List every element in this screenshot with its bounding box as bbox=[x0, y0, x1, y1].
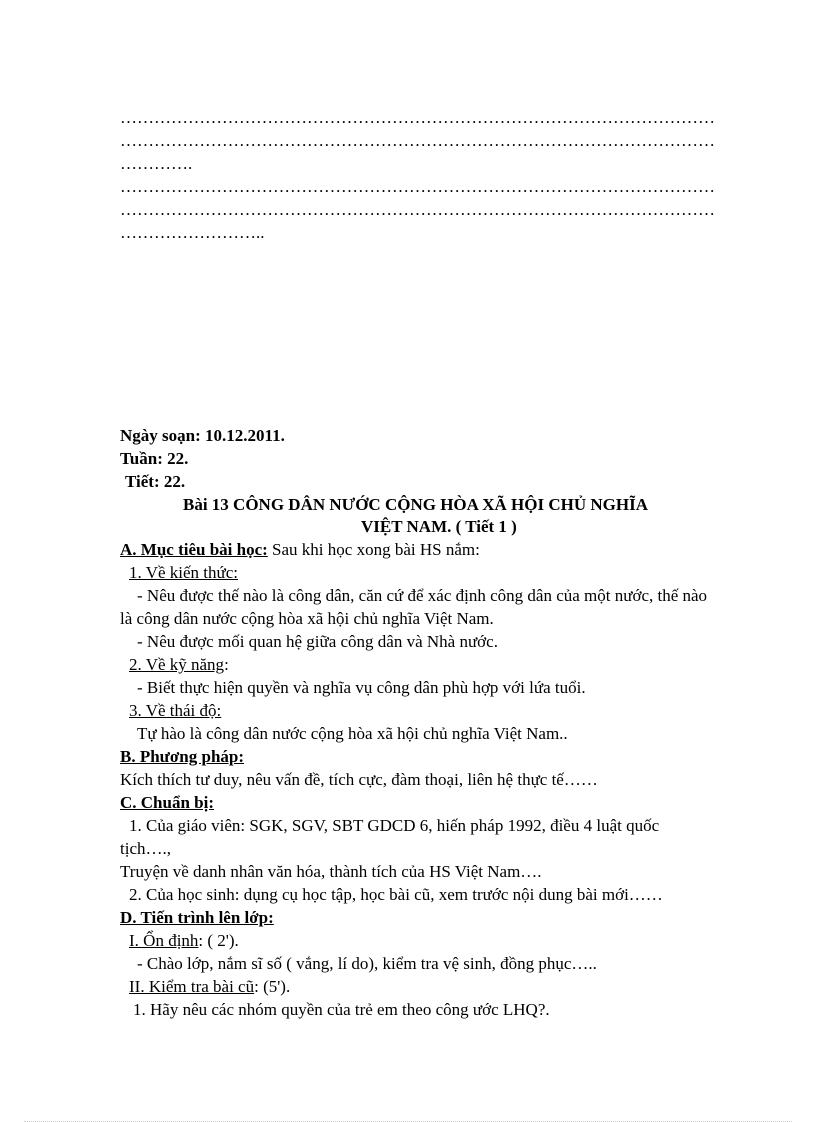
section-a-heading: A. Mục tiêu bài học: bbox=[120, 540, 268, 559]
dotted-line-3: …………. bbox=[120, 154, 193, 173]
page-bottom-rule bbox=[24, 1121, 792, 1122]
section-c-paragraph-1b: tịch…., bbox=[120, 839, 171, 858]
section-d-ii-paragraph: 1. Hãy nêu các nhóm quyền của trẻ em theo công ước LHQ?. bbox=[133, 1000, 550, 1019]
section-c-paragraph-2: 2. Của học sinh: dụng cụ học tập, học bài cũ, xem trước nội dung bài mới…… bbox=[129, 885, 663, 904]
lesson-title-line1: Bài 13 CÔNG DÂN NƯỚC CỘNG HÒA XÃ HỘI CHỦ NGHĨA bbox=[183, 495, 648, 514]
section-d-i-time: : ( 2'). bbox=[198, 931, 239, 950]
section-d-ii-heading: II. Kiểm tra bài cũ bbox=[129, 977, 255, 996]
sub3-heading: 3. Về thái độ: bbox=[129, 701, 222, 720]
section-d-i-paragraph: - Chào lớp, nắm sĩ số ( vắng, lí do), kiểm tra vệ sinh, đồng phục….. bbox=[137, 954, 597, 973]
sub2-colon: : bbox=[224, 655, 229, 674]
sub1-paragraph-1a: - Nêu được thế nào là công dân, căn cứ để xác định công dân của một nước, thế nào bbox=[137, 586, 708, 605]
sub1-paragraph-1b: là công dân nước cộng hòa xã hội chủ nghĩa Việt Nam. bbox=[120, 609, 494, 628]
dotted-line-2: …………………………………………………………………………………………… bbox=[120, 131, 715, 150]
section-b-text: Kích thích tư duy, nêu vấn đề, tích cực, đàm thoại, liên hệ thực tế…… bbox=[120, 770, 598, 789]
lesson-title-line2: VIỆT NAM. ( Tiết 1 ) bbox=[361, 517, 517, 536]
section-b-heading: B. Phương pháp: bbox=[120, 747, 245, 766]
week-number: Tuần: 22. bbox=[120, 449, 189, 468]
section-d-i-heading: I. Ổn định bbox=[129, 931, 199, 950]
sub2-line bbox=[129, 654, 229, 676]
section-d-i-line bbox=[129, 930, 239, 952]
sub2-paragraph-1: - Biết thực hiện quyền và nghĩa vụ công dân phù hợp với lứa tuổi. bbox=[137, 678, 586, 697]
dotted-line-1: …………………………………………………………………………………………… bbox=[120, 108, 715, 127]
sub1-heading: 1. Về kiến thức: bbox=[129, 563, 238, 582]
section-a-line bbox=[120, 539, 480, 561]
section-d-heading: D. Tiến trình lên lớp: bbox=[120, 908, 274, 927]
lesson-number: Tiết: 22. bbox=[125, 472, 186, 491]
section-c-paragraph-1a: 1. Của giáo viên: SGK, SGV, SBT GDCD 6, hiến pháp 1992, điều 4 luật quốc bbox=[129, 816, 660, 835]
section-d-ii-time: : (5'). bbox=[254, 977, 291, 996]
sub3-paragraph-1: Tự hào là công dân nước cộng hòa xã hội chủ nghĩa Việt Nam.. bbox=[137, 724, 568, 743]
date-prepared: Ngày soạn: 10.12.2011. bbox=[120, 426, 285, 445]
section-c-heading: C. Chuẩn bị: bbox=[120, 793, 215, 812]
dotted-line-6: …………………….. bbox=[120, 223, 265, 242]
section-d-ii-line bbox=[129, 976, 290, 998]
dotted-line-5: …………………………………………………………………………………………… bbox=[120, 200, 715, 219]
dotted-line-4: …………………………………………………………………………………………… bbox=[120, 177, 715, 196]
sub2-heading: 2. Về kỹ năng bbox=[129, 655, 225, 674]
sub1-paragraph-2: - Nêu được mối quan hệ giữa công dân và Nhà nước. bbox=[137, 632, 498, 651]
section-a-intro: Sau khi học xong bài HS nắm: bbox=[267, 540, 480, 559]
section-c-paragraph-1c: Truyện về danh nhân văn hóa, thành tích của HS Việt Nam…. bbox=[120, 862, 542, 881]
